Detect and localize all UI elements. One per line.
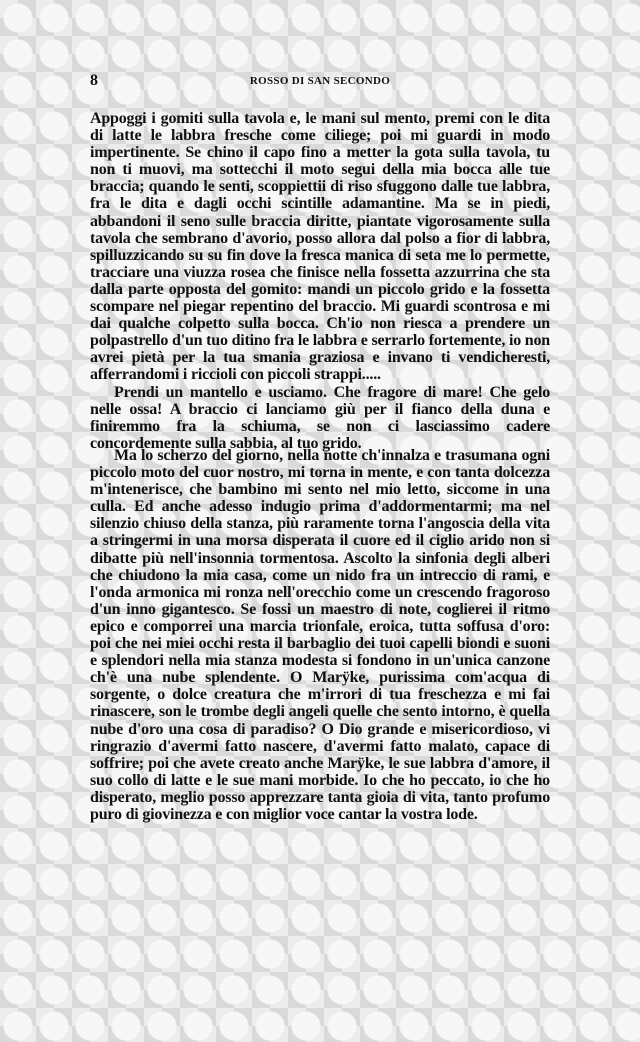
paragraph-2: Prendi un mantello e usciamo. Che fragore di mare! Che gelo nelle ossa! A braccio ci lanciamo giù per il fianco della duna e finiremmo fra la schiuma, se non ci lasciassimo cadere concordemente sulla sabbia, al tuo grido.: [90, 383, 550, 452]
text-section-2: [90, 447, 550, 823]
running-title: ROSSO DI SAN SECONDO: [249, 75, 391, 87]
paragraph-3: Ma lo scherzo del giorno, nella notte ch'innalza e trasumana ogni piccolo moto del cuor nostro, mi torna in mente, e con tanta dolcezza m'intenerisce, che bambino mi sento nel mio letto, siccome in una culla. Ed anche adesso indugio prima d'addormentarmi; ma nel silenzio chiuso della stanza, più raramente torna l'angoscia della vita a stringermi in una morsa disperata il cuore ed il ciglio arido non si dibatte più nell'insonnia tormentosa. Ascolto la sinfonia degli alberi che chiudono la mia casa, come un nido fra un intreccio di rami, e l'onda armonica mi ronza nell'orecchio come un crescendo fragoroso d'un inno gigantesco. Se fossi un maestro di note, coglierei il ritmo epico e comporrei una marcia trionfale, eroica, tutta soffusa d'oro: poi che nei miei occhi resta il barbaglio dei tuoi capelli biondi e suoni e splendori nella mia stanza modesta si fondono in un'unica canzone ch'è una nube splendente. O Marÿke, purissima com'acqua di sorgente, o dolce creatura che m'irrori di tua freschezza e mi fai rinascere, son le trombe degli angeli quelle che sento intorno, è quella nube d'oro una cosa di paradiso? O Dio grande e misericordioso, vi ringrazio d'avermi fatto nascere, d'avermi fatto malato, capace di soffrire; poi che avete creato anche Marÿke, le sue labbra d'amore, il suo collo di latte e le sue mani morbide. Io che ho peccato, io che ho disperato, meglio posso apprezzare tanta gioia di vita, tanto profumo puro di giovinezza e con miglior voce cantar la vostra lode.: [90, 447, 550, 823]
paragraph-1: Appoggi i gomiti sulla tavola e, le mani sul mento, premi con le dita di latte le labbra fresche come ciliege; poi mi guardi in modo impertinente. Se chino il capo fino a metter la gota sulla tavola, tu non ti muovi, ma sottecchi il moto segui della mia bocca alle tue braccia; quando le senti, scoppiettii di riso sfuggono dalle tue labbra, fra le dita e dagli occhi scintille adamantine. Ma se in piedi, abbandoni il seno sulle braccia diritte, piantate vigorosamente sulla tavola che sembrano d'avorio, posso allora dal polso a fior di labbra, spilluzzicando su su fin dove la fresca manica di seta me lo permette, tracciare una viuzza rosea che finisce nella fossetta azzurrina che sta dalla parte opposta del gomito: mandi un piccolo grido e la fossetta scompare nel piegar repentino del braccio. Mi guardi scontrosa e mi dai qualche colpetto sulla bocca. Ch'io non riesca a prendere un polpastrello d'un tuo ditino fra le labbra e serrarlo fortemente, io non avrei pietà per la tua smania graziosa e invano ti vendicheresti, afferrandomi i riccioli con piccoli strappi.....: [90, 110, 550, 384]
running-head: [90, 72, 550, 92]
page-number: 8: [90, 72, 98, 89]
text-section-1: [90, 110, 550, 452]
